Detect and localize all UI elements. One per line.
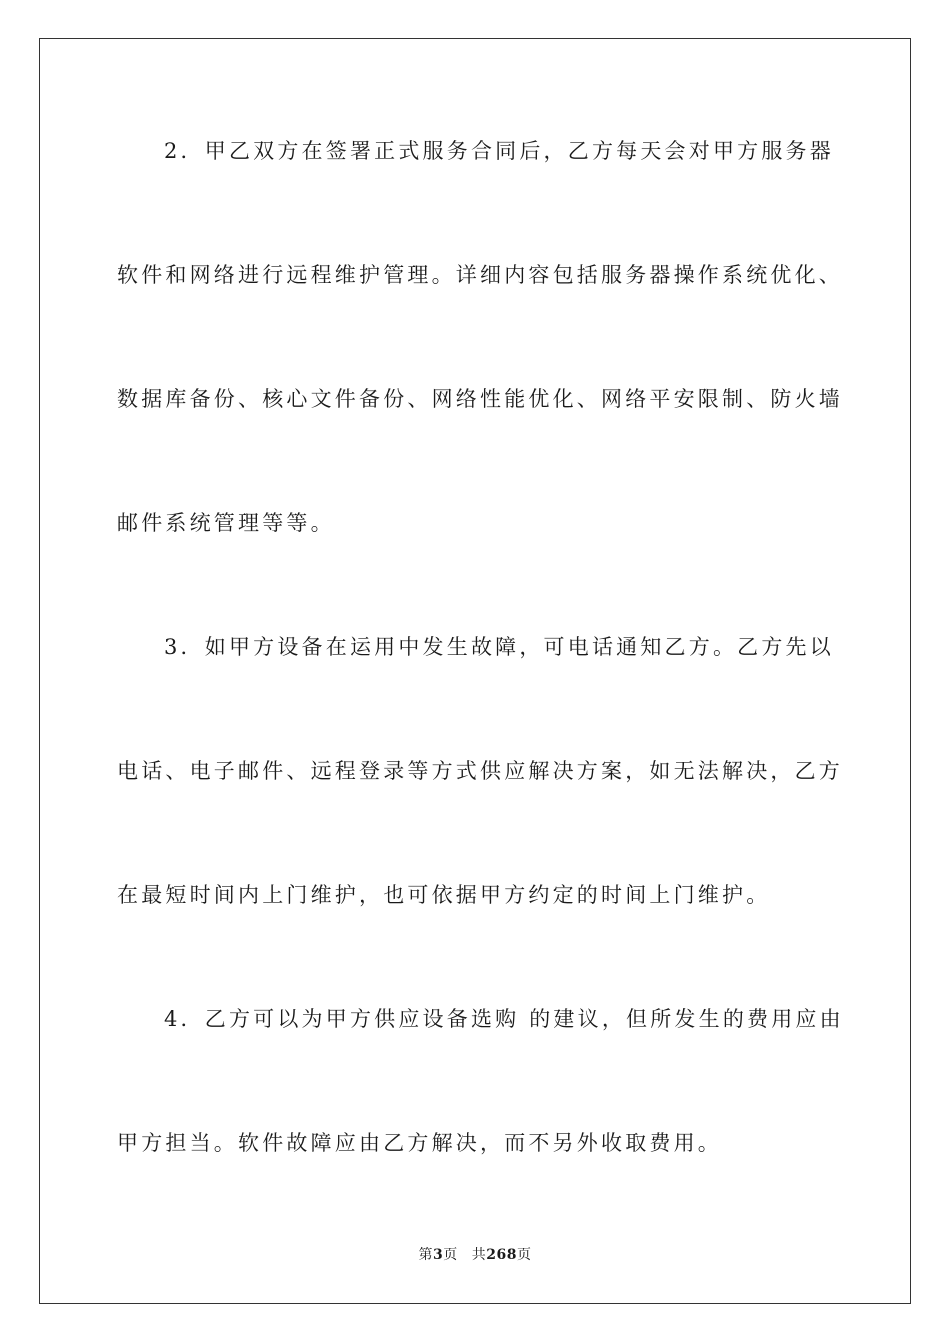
paragraph-2-line-4: 邮件系统管理等等。 (117, 511, 335, 535)
paragraph-4-line-1: 4．乙方可以为甲方供应设备选购 的建议，但所发生的费用应由 (164, 1007, 844, 1031)
total-label-prefix: 共 (471, 1247, 487, 1263)
paragraph-4-line-2: 甲方担当。软件故障应由乙方解决，而不另外收取费用。 (117, 1131, 722, 1155)
paragraph-3-line-3: 在最短时间内上门维护，也可依据甲方约定的时间上门维护。 (117, 883, 771, 907)
page-footer (0, 1246, 950, 1264)
total-pages: 268 (486, 1247, 517, 1263)
page-label-suffix: 页 (443, 1247, 458, 1263)
page-number: 3 (433, 1247, 444, 1263)
paragraph-2-line-2: 软件和网络进行远程维护管理。详细内容包括服务器操作系统优化、 (117, 263, 843, 287)
paragraph-2-line-3: 数据库备份、核心文件备份、网络性能优化、网络平安限制、防火墙 (117, 387, 843, 411)
paragraph-3-line-2: 电话、电子邮件、远程登录等方式供应解决方案，如无法解决，乙方 (117, 759, 843, 783)
page-border (39, 38, 911, 1304)
paragraph-2-line-1: 2．甲乙双方在签署正式服务合同后，乙方每天会对甲方服务器 (164, 139, 834, 163)
paragraph-3-line-1: 3．如甲方设备在运用中发生故障，可电话通知乙方。乙方先以 (164, 635, 834, 659)
page-label-prefix: 第 (418, 1247, 433, 1263)
total-label-suffix: 页 (516, 1247, 532, 1263)
